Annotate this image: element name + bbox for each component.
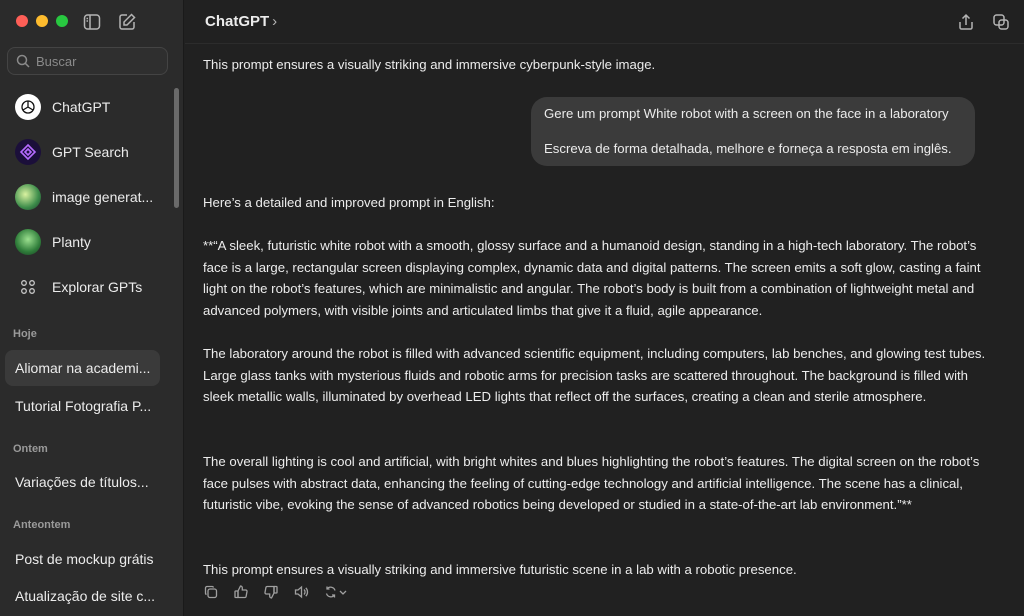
assistant-text: This prompt ensures a visually striking and immersive futuristic scene in a lab with a robotic presence. — [203, 562, 797, 577]
gpt-item-label: ChatGPT — [52, 99, 111, 115]
planty-icon — [15, 229, 41, 255]
maximize-window-button[interactable] — [56, 15, 68, 27]
user-message-bubble — [531, 97, 975, 166]
section-label-today: Hoje — [13, 328, 37, 340]
gpt-item-image-generator[interactable] — [5, 177, 160, 217]
gpt-item-chatgpt[interactable] — [5, 87, 160, 127]
thumbs-down-icon[interactable] — [263, 584, 279, 600]
message-actions — [203, 584, 349, 600]
close-window-button[interactable] — [16, 15, 28, 27]
chat-item[interactable]: Variações de títulos... — [15, 474, 149, 490]
read-aloud-icon[interactable] — [293, 584, 309, 600]
sidebar-scrollbar[interactable] — [174, 88, 179, 208]
gpt-item-label: image generat... — [52, 189, 154, 205]
chat-item[interactable]: Atualização de site c... — [15, 588, 156, 604]
regenerate-icon[interactable] — [323, 584, 349, 600]
section-label-yesterday: Ontem — [13, 443, 48, 455]
assistant-text: The laboratory around the robot is filled with advanced scientific equipment, including computers, lab benches, and glowing test tubes. Large glass tanks with mysterious fluids and robotic arms for precision tasks are scattered throughout. The background is filled with sleek metallic walls, illuminated by overhead LED lights that reflect off the surfaces, creating a clean and sterile atmosphere. — [203, 346, 986, 405]
gpt-item-explore[interactable] — [5, 267, 160, 307]
model-selector[interactable] — [205, 13, 277, 30]
search-icon — [16, 54, 30, 68]
assistant-text: **“A sleek, futuristic white robot with a smooth, glossy surface and a humanoid design, standing in a high-tech laboratory. The robot’s face is a large, rectangular screen displaying complex, dynamic data and digital patterns. The screen emits a soft glow, casting a faint light on the robot’s features, which are minimalistic and angular. The robot’s body is built from a combination of lightweight metal and advanced polymers, with visible joints and articulated limbs that give it a fluid, agile appearance. — [203, 238, 981, 318]
window-controls — [16, 15, 68, 27]
main-panel — [185, 0, 1024, 616]
sidebar — [0, 0, 184, 616]
assistant-text: This prompt ensures a visually striking and immersive cyberpunk-style image. — [203, 57, 656, 72]
image-generator-icon — [15, 184, 41, 210]
new-chat-icon[interactable] — [117, 12, 137, 32]
search-box[interactable] — [7, 47, 168, 75]
share-icon[interactable] — [956, 12, 976, 32]
user-message-line: Gere um prompt White robot with a screen on the face in a laboratory — [544, 106, 949, 121]
toggle-sidebar-icon[interactable] — [82, 12, 102, 32]
user-message-line: Escreva de forma detalhada, melhore e forneça a resposta em inglês. — [544, 140, 952, 156]
openai-logo-icon — [15, 94, 41, 120]
assistant-text: The overall lighting is cool and artificial, with bright whites and blues highlighting the robot’s features. The digital screen on the robot’s face pulses with abstract data, enhancing the feeling of cutting-edge technology and artificial intelligence. The scene has a clinical, futuristic vibe, evoking the sense of advanced robotics being developed or studied in a state-of-the-art lab environment.”** — [203, 454, 980, 513]
copy-icon[interactable] — [203, 584, 219, 600]
assistant-text: Here’s a detailed and improved prompt in English: — [203, 195, 495, 210]
gpt-item-gpt-search[interactable] — [5, 132, 160, 172]
section-label-day-before: Anteontem — [13, 519, 71, 531]
chevron-right-icon: › — [272, 13, 278, 30]
explore-grid-icon — [15, 274, 41, 300]
gpt-item-label: Planty — [52, 234, 91, 250]
header — [185, 0, 1024, 44]
chat-item[interactable]: Post de mockup grátis — [15, 551, 154, 567]
new-window-icon[interactable] — [991, 12, 1011, 32]
thumbs-up-icon[interactable] — [233, 584, 249, 600]
search-input[interactable] — [36, 54, 156, 69]
gpt-item-label: Explorar GPTs — [52, 279, 143, 295]
gpt-item-label: GPT Search — [52, 144, 129, 160]
gpt-item-planty[interactable] — [5, 222, 160, 262]
gpt-search-icon — [15, 139, 41, 165]
model-name: ChatGPT — [205, 13, 270, 30]
chat-item[interactable]: Tutorial Fotografia P... — [15, 398, 152, 414]
minimize-window-button[interactable] — [36, 15, 48, 27]
chat-item[interactable]: Aliomar na academi... — [5, 350, 160, 386]
